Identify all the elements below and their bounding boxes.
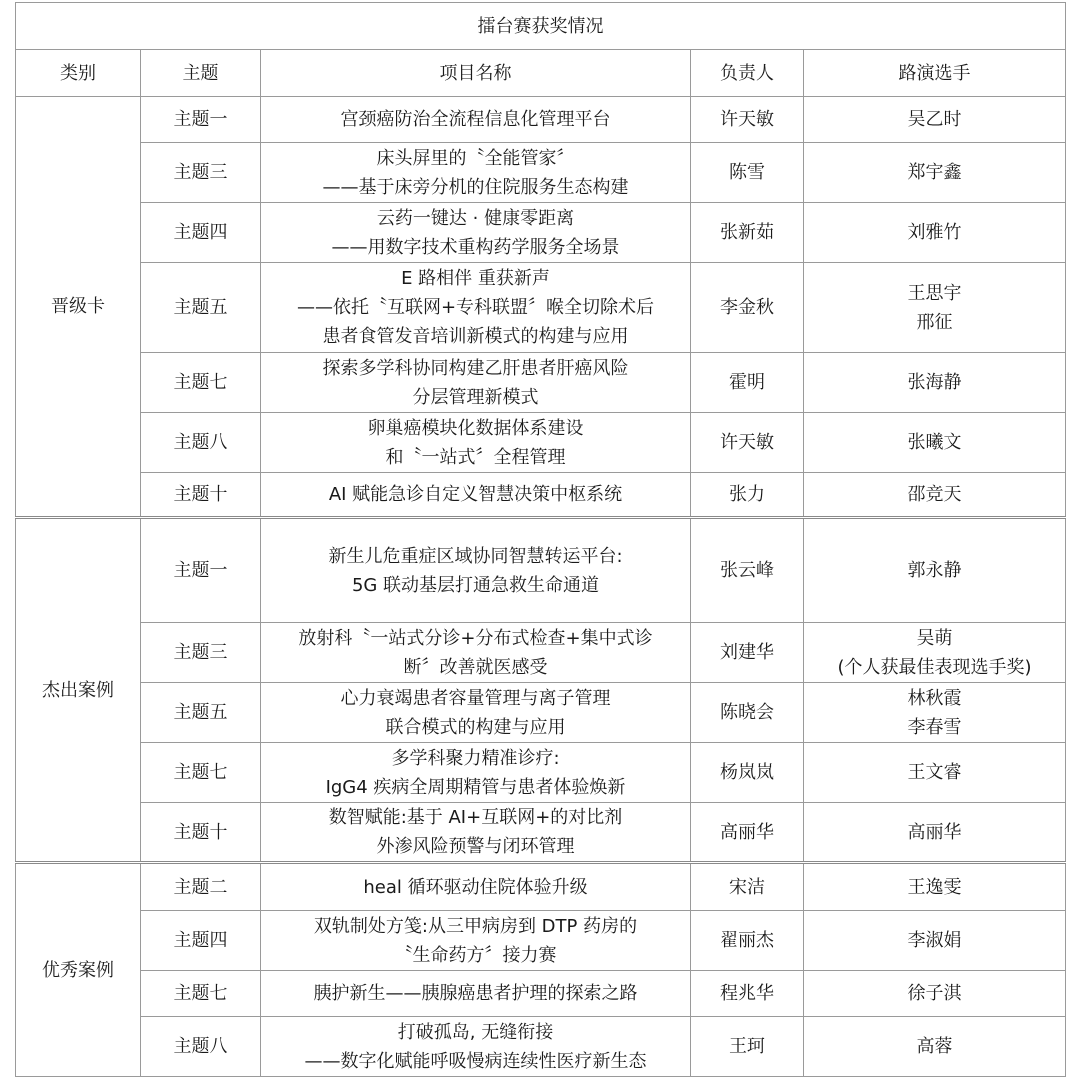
presenter-cell <box>804 971 1066 1017</box>
project-line: 宫颈癌防治全流程信息化管理平台 <box>340 109 611 130</box>
category-cell: 优秀案例 <box>16 863 141 1077</box>
project-line: 联合模式的构建与应用 <box>385 716 566 738</box>
header-presenter: 路演选手 <box>804 50 1066 97</box>
project-cell <box>261 353 691 413</box>
table-row <box>16 683 1066 743</box>
project-cell <box>261 473 691 518</box>
project-line: 打破孤岛, 无缝衔接 <box>397 1021 554 1043</box>
awards-table <box>15 2 1066 1077</box>
project-cell <box>261 518 691 623</box>
project-cell <box>261 143 691 203</box>
leader-cell: 张云峰 <box>691 518 804 623</box>
presenter-cell <box>804 413 1066 473</box>
project-line: 云药一键达 · 健康零距离 <box>376 207 575 229</box>
project-line: ——数字化赋能呼吸慢病连续性医疗新生态 <box>304 1050 647 1072</box>
table-row <box>16 353 1066 413</box>
presenter-name: 林秋霞 <box>907 687 962 709</box>
theme-cell: 主题一 <box>141 518 261 623</box>
presenter-name: (个人获最佳表现选手奖) <box>837 656 1032 678</box>
table-row <box>16 518 1066 623</box>
presenter-cell <box>804 743 1066 803</box>
presenter-cell <box>804 863 1066 911</box>
leader-cell: 宋洁 <box>691 863 804 911</box>
project-line: 5G 联动基层打通急救生命通道 <box>351 574 600 596</box>
presenter-name: 高丽华 <box>907 821 962 843</box>
presenter-name: 邢征 <box>916 311 953 333</box>
table-row <box>16 203 1066 263</box>
leader-cell: 陈雪 <box>691 143 804 203</box>
presenter-cell <box>804 803 1066 863</box>
awards-table-body <box>16 3 1066 1077</box>
presenter-cell <box>804 353 1066 413</box>
leader-cell: 张新茹 <box>691 203 804 263</box>
category-cell: 晋级卡 <box>16 97 141 518</box>
presenter-cell <box>804 473 1066 518</box>
leader-cell: 霍明 <box>691 353 804 413</box>
project-line: 患者食管发音培训新模式的构建与应用 <box>322 326 629 347</box>
leader-cell: 程兆华 <box>691 971 804 1017</box>
theme-cell: 主题八 <box>141 1017 261 1077</box>
presenter-name: 张海静 <box>907 372 962 393</box>
project-cell <box>261 911 691 971</box>
presenter-cell <box>804 143 1066 203</box>
project-cell <box>261 1017 691 1077</box>
theme-cell: 主题一 <box>141 97 261 143</box>
project-cell <box>261 413 691 473</box>
presenter-name: 郭永静 <box>907 560 962 581</box>
header-category: 类别 <box>16 50 141 97</box>
category-cell: 杰出案例 <box>16 518 141 863</box>
table-row <box>16 1017 1066 1077</box>
presenter-name: 李淑娟 <box>907 930 962 951</box>
project-line: 多学科聚力精准诊疗: <box>391 747 560 769</box>
header-leader: 负责人 <box>691 50 804 97</box>
theme-cell: 主题七 <box>141 743 261 803</box>
theme-cell: 主题二 <box>141 863 261 911</box>
project-cell <box>261 263 691 353</box>
table-row <box>16 97 1066 143</box>
project-line: 〝生命药方〞接力赛 <box>394 944 557 966</box>
presenter-cell <box>804 518 1066 623</box>
title-row <box>16 3 1066 50</box>
project-line: ——基于床旁分机的住院服务生态构建 <box>322 176 629 198</box>
leader-cell: 许天敏 <box>691 413 804 473</box>
table-row <box>16 263 1066 353</box>
presenter-cell <box>804 203 1066 263</box>
theme-cell: 主题四 <box>141 911 261 971</box>
table-row <box>16 413 1066 473</box>
project-line: AI 赋能急诊自定义智慧决策中枢系统 <box>328 484 623 505</box>
header-row <box>16 50 1066 97</box>
project-line: 卵巢癌模块化数据体系建设 <box>367 417 584 439</box>
presenter-name: 王逸雯 <box>907 876 962 898</box>
project-line: 分层管理新模式 <box>412 386 539 408</box>
header-project: 项目名称 <box>261 50 691 97</box>
table-row <box>16 473 1066 518</box>
theme-cell: 主题五 <box>141 683 261 743</box>
table-row <box>16 971 1066 1017</box>
project-line: 心力衰竭患者容量管理与离子管理 <box>340 687 611 709</box>
theme-cell: 主题三 <box>141 623 261 683</box>
table-row <box>16 863 1066 911</box>
header-theme: 主题 <box>141 50 261 97</box>
presenter-cell <box>804 263 1066 353</box>
leader-cell: 李金秋 <box>691 263 804 353</box>
presenter-cell <box>804 683 1066 743</box>
project-line: E 路相伴 重获新声 <box>401 268 550 289</box>
leader-cell: 杨岚岚 <box>691 743 804 803</box>
project-line: 新生儿危重症区域协同智慧转运平台: <box>328 545 623 567</box>
presenter-cell <box>804 623 1066 683</box>
presenter-name: 吴萌 <box>916 627 953 649</box>
leader-cell: 许天敏 <box>691 97 804 143</box>
presenter-name: 刘雅竹 <box>907 222 962 243</box>
table-row <box>16 911 1066 971</box>
project-line: 胰护新生——胰腺癌患者护理的探索之路 <box>313 983 638 1004</box>
leader-cell: 张力 <box>691 473 804 518</box>
project-cell <box>261 971 691 1017</box>
presenter-cell <box>804 911 1066 971</box>
project-cell <box>261 743 691 803</box>
table-row <box>16 623 1066 683</box>
leader-cell: 高丽华 <box>691 803 804 863</box>
project-cell <box>261 803 691 863</box>
table-title: 擂台赛获奖情况 <box>16 3 1066 50</box>
presenter-cell <box>804 1017 1066 1077</box>
table-row <box>16 143 1066 203</box>
project-line: 数智赋能:基于 AI+互联网+的对比剂 <box>328 807 623 828</box>
theme-cell: 主题十 <box>141 473 261 518</box>
leader-cell: 王珂 <box>691 1017 804 1077</box>
theme-cell: 主题四 <box>141 203 261 263</box>
presenter-name: 王文睿 <box>907 762 962 783</box>
project-line: ——用数字技术重构药学服务全场景 <box>331 236 620 258</box>
table-row <box>16 803 1066 863</box>
leader-cell: 翟丽杰 <box>691 911 804 971</box>
theme-cell: 主题八 <box>141 413 261 473</box>
theme-cell: 主题五 <box>141 263 261 353</box>
presenter-cell <box>804 97 1066 143</box>
presenter-name: 张曦文 <box>907 432 962 453</box>
project-cell <box>261 683 691 743</box>
project-cell <box>261 97 691 143</box>
leader-cell: 刘建华 <box>691 623 804 683</box>
project-cell <box>261 863 691 911</box>
project-cell <box>261 623 691 683</box>
theme-cell: 主题十 <box>141 803 261 863</box>
project-line: 断〞改善就医感受 <box>403 656 548 678</box>
theme-cell: 主题七 <box>141 971 261 1017</box>
presenter-name: 郑宇鑫 <box>907 162 962 183</box>
presenter-name: 吴乙时 <box>907 109 962 130</box>
project-line: 探索多学科协同构建乙肝患者肝癌风险 <box>322 357 629 379</box>
theme-cell: 主题三 <box>141 143 261 203</box>
project-line: heal 循环驱动住院体验升级 <box>363 876 588 898</box>
presenter-name: 邵竞天 <box>907 484 962 505</box>
presenter-name: 高蓉 <box>916 1036 953 1057</box>
theme-cell: 主题七 <box>141 353 261 413</box>
project-line: 床头屏里的〝全能管家〞 <box>376 147 575 169</box>
presenter-name: 王思宇 <box>907 282 962 304</box>
project-cell <box>261 203 691 263</box>
presenter-name: 徐子淇 <box>907 983 962 1004</box>
project-line: 放射科〝一站式分诊+分布式检查+集中式诊 <box>298 627 653 649</box>
leader-cell: 陈晓会 <box>691 683 804 743</box>
project-line: ——依托〝互联网+专科联盟〞喉全切除术后 <box>296 297 655 318</box>
project-line: 和〝一站式〞全程管理 <box>385 446 566 468</box>
table-row <box>16 743 1066 803</box>
project-line: IgG4 疾病全周期精管与患者体验焕新 <box>325 776 626 798</box>
project-line: 双轨制处方笺:从三甲病房到 DTP 药房的 <box>313 915 638 937</box>
project-line: 外渗风险预警与闭环管理 <box>376 836 575 857</box>
presenter-name: 李春雪 <box>907 716 962 738</box>
